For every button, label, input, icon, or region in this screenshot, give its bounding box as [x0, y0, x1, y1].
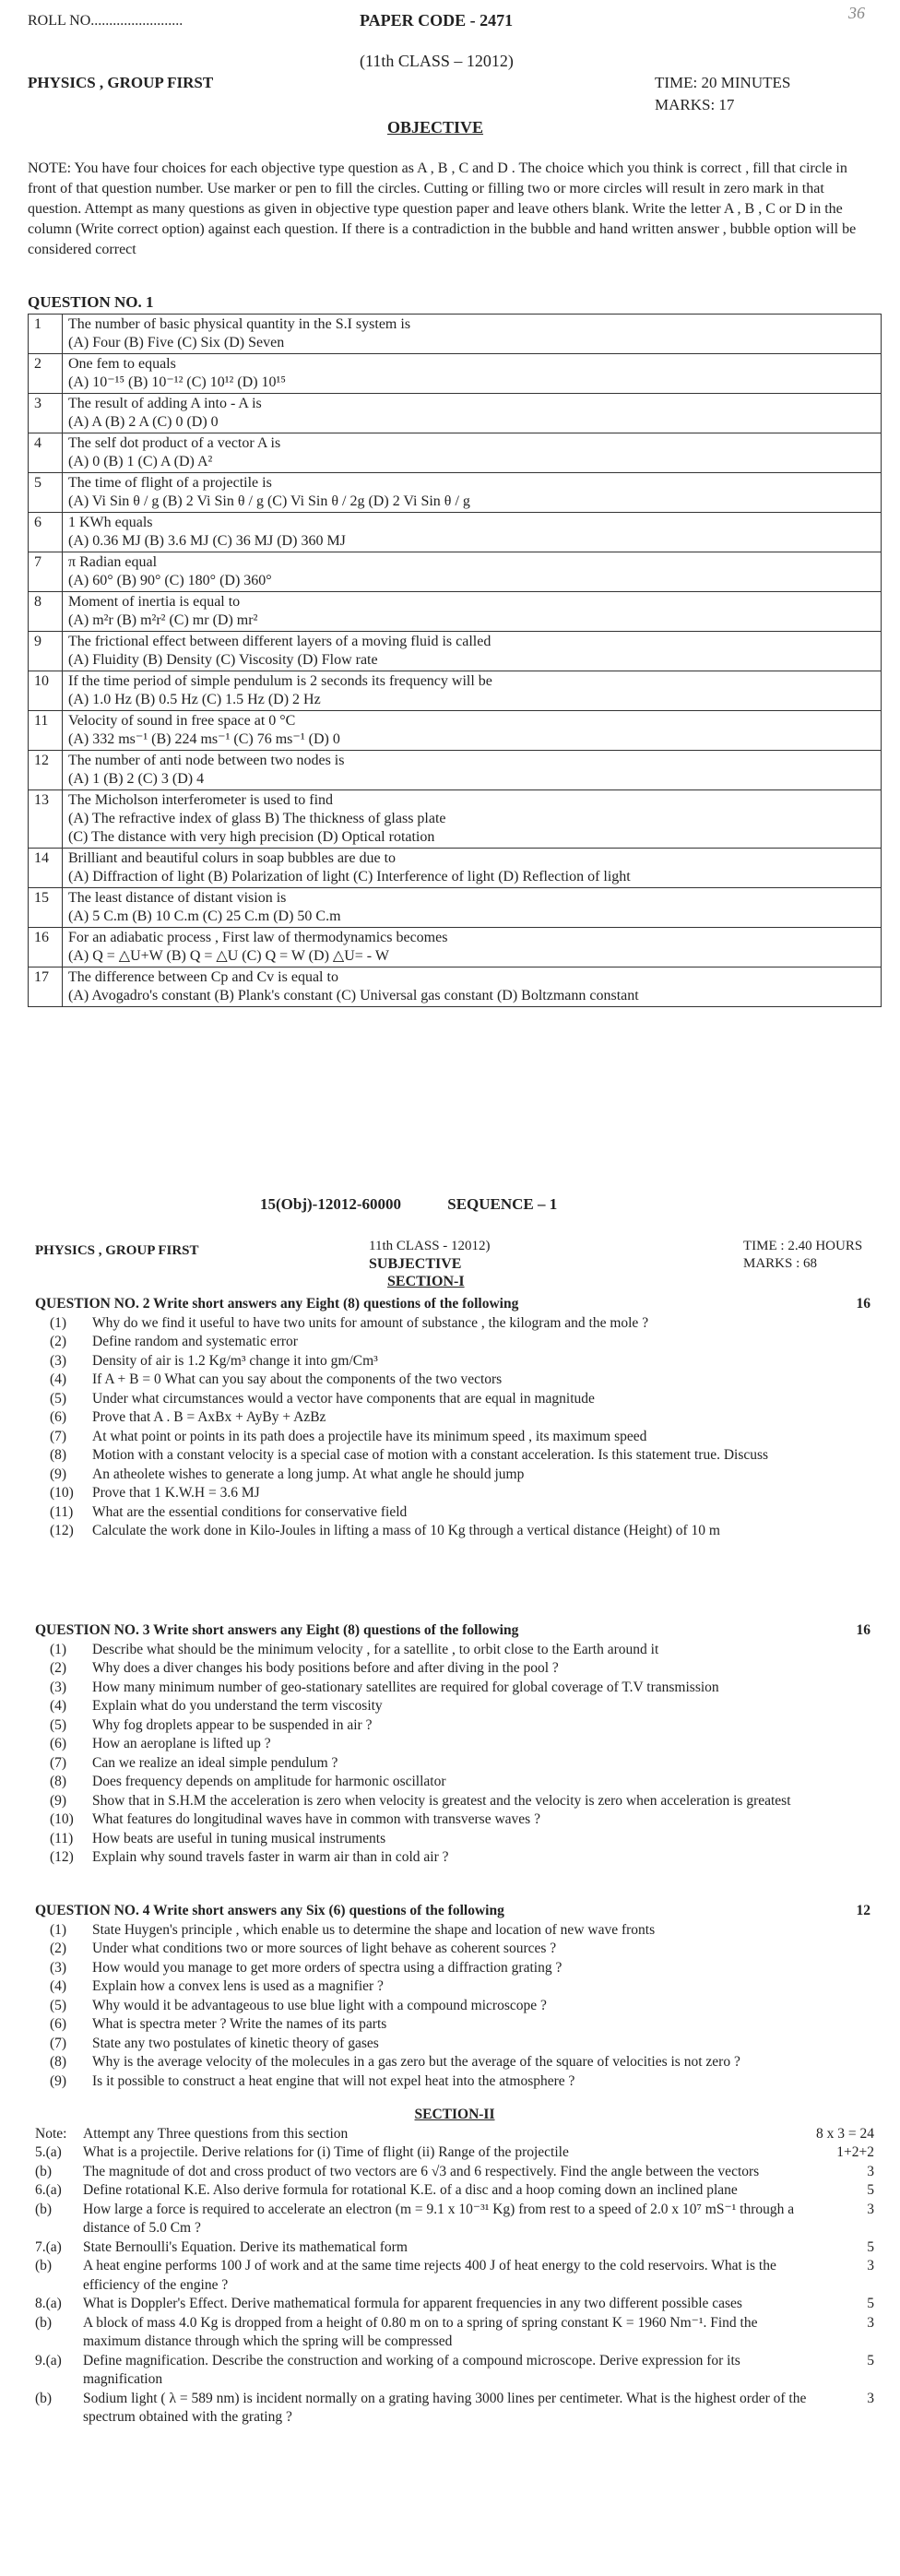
time-label: TIME: 20 MINUTES: [655, 74, 791, 91]
mcq-content: [63, 433, 882, 473]
long-question-text: Define magnification. Describe the construction and working of a compound microscope. Derive expression for its magnification: [83, 2352, 740, 2387]
mcq-content: [63, 354, 882, 394]
mcq-question: Moment of inertia is equal to: [68, 594, 241, 610]
note-text: Attempt any Three questions from this section: [83, 2125, 349, 2142]
long-question-row: [35, 2390, 874, 2428]
mcq-row: [29, 433, 882, 473]
item-number: (4): [50, 1371, 67, 1387]
mcq-content: [63, 849, 882, 888]
item-number: (10): [50, 1811, 74, 1827]
mcq-question: π Radian equal: [68, 554, 158, 570]
question-item: [35, 1352, 874, 1371]
long-question-text: Define rotational K.E. Also derive formula for rotational K.E. of a disc and a hoop coming down an inclined plane: [83, 2182, 738, 2198]
class-label: (11th CLASS – 12012): [360, 52, 514, 70]
mcq-content: [63, 671, 882, 711]
question-item: [35, 1641, 874, 1660]
mcq-row: [29, 394, 882, 433]
mcq-options: (A) Vi Sin θ / g (B) 2 Vi Sin θ / g (C) Vi Sin θ / 2g (D) 2 Vi Sin θ / g: [68, 493, 470, 509]
question-item: [35, 1735, 874, 1754]
long-question-marks: 3: [867, 2314, 874, 2331]
item-number: (1): [50, 1641, 67, 1657]
mcq-number: 2: [29, 354, 63, 394]
mcq-number: 15: [29, 888, 63, 928]
sequence-label: SEQUENCE – 1: [447, 1195, 558, 1213]
question-heading: QUESTION NO. 2 Write short answers any Eight (8) questions of the following 16: [35, 1295, 874, 1314]
mcq-number: 10: [29, 671, 63, 711]
item-text: Under what conditions two or more sources of light behave as coherent sources ?: [92, 1941, 557, 1956]
mcq-options: (A) 332 ms⁻¹ (B) 224 ms⁻¹ (C) 76 ms⁻¹ (D) 0: [68, 731, 340, 747]
question-item: [35, 1408, 874, 1428]
question-item: [35, 1754, 874, 1774]
question-heading: QUESTION NO. 3 Write short answers any Eight (8) questions of the following 16: [35, 1621, 874, 1641]
long-question-number: 9.(a): [35, 2352, 62, 2368]
mcq-question: The least distance of distant vision is: [68, 890, 287, 906]
question-1-label: QUESTION NO. 1: [28, 293, 154, 311]
item-number: (9): [50, 1792, 67, 1809]
long-question-number: 8.(a): [35, 2296, 62, 2311]
long-question-row: [35, 2163, 874, 2182]
subject-label: PHYSICS , GROUP FIRST: [28, 74, 214, 91]
mcq-question: The Micholson interferometer is used to find: [68, 792, 334, 808]
mcq-number: 8: [29, 592, 63, 632]
section-2: [35, 2106, 874, 2428]
mcq-options: (C) The distance with very high precision (D) Optical rotation: [68, 829, 435, 845]
item-text: Why fog droplets appear to be suspended in air ?: [92, 1716, 373, 1733]
item-text: Prove that 1 K.W.H = 3.6 MJ: [92, 1485, 260, 1501]
item-number: (12): [50, 1849, 74, 1865]
item-text: Why would it be advantageous to use blue light with a compound microscope ?: [92, 1997, 547, 2013]
item-text: How many minimum number of geo-stationary satellites are required for global coverage of T.V transmission: [92, 1679, 719, 1695]
roll-number: ROLL NO.........................: [28, 13, 184, 29]
item-number: (4): [50, 1698, 67, 1714]
mcq-options: (A) 60° (B) 90° (C) 180° (D) 360°: [68, 573, 272, 588]
mcq-question: 1 KWh equals: [68, 515, 153, 530]
item-number: (9): [50, 2072, 67, 2089]
item-text: Why is the average velocity of the molecules in a gas zero but the average of the square of velocities is not zero ?: [92, 2054, 740, 2070]
item-text: Can we realize an ideal simple pendulum ?: [92, 1754, 338, 1771]
item-text: What features do longitudinal waves have in common with transverse waves ?: [92, 1811, 540, 1827]
long-question-row: [35, 2295, 874, 2314]
long-question-marks: 3: [867, 2163, 874, 2179]
mcq-options: (A) Diffraction of light (B) Polarization of light (C) Interference of light (D) Reflection of light: [68, 869, 631, 884]
mcq-number: 3: [29, 394, 63, 433]
item-number: (1): [50, 1314, 67, 1331]
item-number: (3): [50, 1679, 67, 1695]
item-text: Explain how a convex lens is used as a magnifier ?: [92, 1978, 384, 1994]
mcq-options: (A) m²r (B) m²r² (C) mr (D) mr²: [68, 612, 258, 628]
question-item: [35, 1333, 874, 1352]
long-question-marks: 5: [867, 2182, 874, 2198]
item-number: (5): [50, 1997, 67, 2013]
question-2: [35, 1295, 874, 1541]
item-text: How beats are useful in tuning musical instruments: [92, 1830, 386, 1846]
mcq-question: The number of basic physical quantity in the S.I system is: [68, 316, 411, 332]
item-text: At what point or points in its path does a projectile have its minimum speed , its maximum speed: [92, 1428, 647, 1444]
mcq-content: [63, 632, 882, 671]
question-item: [35, 1390, 874, 1409]
long-question-number: 6.(a): [35, 2182, 62, 2198]
long-question-row: [35, 2181, 874, 2201]
mcq-options: (A) Avogadro's constant (B) Plank's constant (C) Universal gas constant (D) Boltzmann constant: [68, 988, 639, 1003]
mcq-options: (A) 10⁻¹⁵ (B) 10⁻¹² (C) 10¹² (D) 10¹⁵: [68, 374, 286, 390]
long-question-number: 7.(a): [35, 2238, 62, 2255]
mcq-number: 11: [29, 711, 63, 751]
item-number: (2): [50, 1334, 67, 1349]
item-text: Explain what do you understand the term viscosity: [92, 1698, 383, 1714]
long-question-text: What is a projectile. Derive relations for (i) Time of flight (ii) Range of the projectile: [83, 2144, 569, 2160]
item-text: Does frequency depends on amplitude for harmonic oscillator: [92, 1774, 446, 1789]
question-item: [35, 1959, 874, 1978]
mcq-options: (A) Four (B) Five (C) Six (D) Seven: [68, 335, 285, 350]
question-item: [35, 2072, 874, 2092]
mcq-question: One fem to equals: [68, 356, 176, 372]
mcq-row: [29, 592, 882, 632]
question-item: [35, 1679, 874, 1698]
long-question-marks: 3: [867, 2201, 874, 2217]
long-question-marks: 5: [867, 2352, 874, 2368]
mcq-row: [29, 711, 882, 751]
mcq-question: The frictional effect between different layers of a moving fluid is called: [68, 634, 491, 649]
question-item: [35, 1830, 874, 1849]
question-item: [35, 1716, 874, 1736]
mcq-content: [63, 473, 882, 513]
long-question-row: [35, 2257, 874, 2295]
mcq-row: [29, 354, 882, 394]
section-2-title: SECTION-II: [414, 2107, 495, 2122]
item-number: (8): [50, 1447, 67, 1463]
item-text: What is spectra meter ? Write the names of its parts: [92, 2016, 387, 2032]
mcq-row: [29, 790, 882, 849]
mcq-question: The self dot product of a vector A is: [68, 435, 281, 451]
question-4: [35, 1902, 874, 2091]
item-number: (7): [50, 1754, 67, 1771]
instructions-note: NOTE: You have four choices for each objective type question as A , B , C and D . The choice which you think is correct , fill that circle in front of that question number. Use marker or pen to fill the circles. Cutting or filling two or more circles will result in zero mark in that question. Attempt as many questions as given in objective type question paper and leave others blank. Write the letter A , B , C or D in the column (Write correct option) against each question. If there is a contradiction in the bubble and hand written answer , bubble option will be considered correct: [28, 160, 857, 257]
question-item: [35, 1371, 874, 1390]
subjective-title: SUBJECTIVE: [369, 1256, 462, 1272]
question-item: [35, 1484, 874, 1503]
question-item: [35, 1773, 874, 1792]
item-number: (4): [50, 1978, 67, 1994]
question-item: [35, 1659, 874, 1679]
long-question-number: (b): [35, 2258, 53, 2273]
long-question-text: A heat engine performs 100 J of work and at the same time rejects 400 J of heat energy to the cold reservoirs. What is the efficiency of the engine ?: [83, 2258, 776, 2293]
question-item: [35, 1810, 874, 1830]
mcq-content: [63, 928, 882, 967]
item-number: (6): [50, 2016, 67, 2032]
section-1-title: SECTION-I: [387, 1274, 465, 1289]
mcq-question: The time of flight of a projectile is: [68, 475, 272, 491]
item-text: Describe what should be the minimum velocity , for a satellite , to orbit close to the Earth around it: [92, 1641, 659, 1657]
question-item: [35, 1522, 874, 1541]
long-question-row: [35, 2238, 874, 2258]
item-text: Define random and systematic error: [92, 1334, 298, 1349]
mcq-question: The number of anti node between two nodes is: [68, 753, 345, 768]
mcq-number: 7: [29, 552, 63, 592]
mcq-content: [63, 888, 882, 928]
item-text: Under what circumstances would a vector have components that are equal in magnitude: [92, 1390, 595, 1407]
mcq-question: Brilliant and beautiful colurs in soap bubbles are due to: [68, 850, 397, 866]
mcq-options: (A) A (B) 2 A (C) 0 (D) 0: [68, 414, 219, 430]
question-item: [35, 1446, 874, 1466]
mcq-options: (A) 1.0 Hz (B) 0.5 Hz (C) 1.5 Hz (D) 2 Hz: [68, 692, 321, 707]
subjective-marks: MARKS : 68: [743, 1256, 818, 1271]
long-question-text: How large a force is required to accelerate an electron (m = 9.1 x 10⁻³¹ Kg) from rest to a speed of 2.0 x 10⁷ mS⁻¹ through a distance of 5.0 Cm ?: [83, 2201, 795, 2236]
note-label: Note:: [35, 2125, 67, 2142]
question-item: [35, 2015, 874, 2035]
mcq-row: [29, 552, 882, 592]
item-text: Motion with a constant velocity is a special case of motion with a constant acceleration. Is this statement true. Discuss: [92, 1447, 769, 1463]
mcq-row: [29, 671, 882, 711]
mcq-options: (A) 5 C.m (B) 10 C.m (C) 25 C.m (D) 50 C.m: [68, 908, 341, 924]
note-marks: 8 x 3 = 24: [816, 2125, 874, 2142]
long-question-marks: 3: [867, 2390, 874, 2406]
mcq-number: 12: [29, 751, 63, 790]
long-question-number: (b): [35, 2163, 53, 2179]
long-question-marks: 1+2+2: [836, 2144, 874, 2160]
item-number: (7): [50, 1428, 67, 1444]
mcq-number: 9: [29, 632, 63, 671]
item-text: State any two postulates of kinetic theory of gases: [92, 2035, 379, 2051]
mcq-row: [29, 473, 882, 513]
long-question-marks: 5: [867, 2238, 874, 2255]
item-number: (11): [50, 1830, 74, 1846]
mcq-content: [63, 751, 882, 790]
mcq-row: [29, 632, 882, 671]
item-text: State Huygen's principle , which enable us to determine the shape and location of new wave fronts: [92, 1921, 656, 1938]
mcq-content: [63, 394, 882, 433]
paper-code: PAPER CODE - 2471: [360, 11, 514, 30]
long-question-row: [35, 2143, 874, 2163]
mcq-row: [29, 315, 882, 354]
item-number: (11): [50, 1503, 74, 1520]
item-number: (9): [50, 1466, 67, 1482]
question-item: [35, 1697, 874, 1716]
mcq-number: 17: [29, 967, 63, 1007]
long-question-number: (b): [35, 2201, 53, 2217]
subjective-time: TIME : 2.40 HOURS: [743, 1239, 863, 1253]
question-item: [35, 1977, 874, 1997]
item-number: (6): [50, 1736, 67, 1751]
item-text: How an aeroplane is lifted up ?: [92, 1736, 271, 1751]
item-text: An atheolete wishes to generate a long jump. At what angle he should jump: [92, 1466, 525, 1482]
item-text: Explain why sound travels faster in warm air than in cold air ?: [92, 1849, 449, 1865]
item-text: Why do we find it useful to have two units for amount of substance , the kilogram and the mole ?: [92, 1314, 649, 1331]
item-number: (5): [50, 1716, 67, 1733]
objective-title: OBJECTIVE: [387, 118, 484, 137]
long-question-row: [35, 2352, 874, 2390]
marks-label: MARKS: 17: [655, 96, 735, 113]
long-question-text: A block of mass 4.0 Kg is dropped from a height of 0.80 m on to a spring of spring constant K = 1960 Nm⁻¹. Find the maximum distance through which the spring will be compressed: [83, 2314, 758, 2349]
long-question-text: Sodium light ( λ = 589 nm) is incident normally on a grating having 3000 lines per centimeter. What is the highest order of the spectrum obtained with the grating ?: [83, 2390, 807, 2425]
item-number: (8): [50, 1774, 67, 1789]
section-2-note: [35, 2125, 874, 2144]
item-number: (7): [50, 2035, 67, 2051]
item-text: Show that in S.H.M the acceleration is zero when velocity is greatest and the velocity is zero when acceleration is greatest: [92, 1792, 791, 1809]
mcq-options: (A) 0.36 MJ (B) 3.6 MJ (C) 36 MJ (D) 360 MJ: [68, 533, 346, 549]
item-number: (12): [50, 1523, 74, 1538]
mcq-row: [29, 513, 882, 552]
mcq-options: (A) Fluidity (B) Density (C) Viscosity (D) Flow rate: [68, 652, 378, 668]
sequence-line: [260, 1195, 599, 1214]
item-text: What are the essential conditions for conservative field: [92, 1503, 408, 1520]
mcq-number: 14: [29, 849, 63, 888]
item-text: How would you manage to get more orders of spectra using a diffraction grating ?: [92, 1959, 562, 1976]
long-question-marks: 3: [867, 2258, 874, 2273]
item-number: (8): [50, 2054, 67, 2070]
mcq-content: [63, 790, 882, 849]
mcq-number: 13: [29, 790, 63, 849]
question-item: [35, 1466, 874, 1485]
question-item: [35, 1997, 874, 2016]
question-heading: QUESTION NO. 4 Write short answers any Six (6) questions of the following 12: [35, 1902, 874, 1921]
item-number: (6): [50, 1409, 67, 1425]
mcq-question: The difference between Cp and Cv is equal to: [68, 969, 338, 985]
sequence-code: 15(Obj)-12012-60000: [260, 1195, 401, 1213]
item-number: (2): [50, 1941, 67, 1956]
long-question-row: [35, 2314, 874, 2352]
page-number: 36: [848, 4, 865, 22]
mcq-row: [29, 751, 882, 790]
item-text: Why does a diver changes his body positions before and after diving in the pool ?: [92, 1660, 559, 1676]
mcq-row: [29, 888, 882, 928]
mcq-number: 1: [29, 315, 63, 354]
question-marks: 16: [856, 1622, 870, 1638]
mcq-content: [63, 711, 882, 751]
mcq-table: [28, 314, 882, 1007]
item-number: (3): [50, 1959, 67, 1976]
item-number: (3): [50, 1352, 67, 1369]
mcq-content: [63, 592, 882, 632]
item-number: (5): [50, 1390, 67, 1407]
mcq-number: 6: [29, 513, 63, 552]
question-item: [35, 1848, 874, 1868]
mcq-content: [63, 315, 882, 354]
subjective-subject: PHYSICS , GROUP FIRST: [35, 1243, 199, 1258]
long-question-number: (b): [35, 2314, 53, 2331]
mcq-options: (A) The refractive index of glass B) The thickness of glass plate: [68, 811, 446, 826]
mcq-row: [29, 928, 882, 967]
mcq-number: 5: [29, 473, 63, 513]
mcq-question: For an adiabatic process , First law of thermodynamics becomes: [68, 930, 448, 945]
mcq-row: [29, 849, 882, 888]
mcq-question: If the time period of simple pendulum is 2 seconds its frequency will be: [68, 673, 492, 689]
item-text: If A + B = 0 What can you say about the components of the two vectors: [92, 1371, 503, 1387]
item-number: (1): [50, 1921, 67, 1938]
long-question-marks: 5: [867, 2296, 874, 2311]
mcq-options: (A) 1 (B) 2 (C) 3 (D) 4: [68, 771, 205, 787]
mcq-content: [63, 967, 882, 1007]
question-3: [35, 1621, 874, 1868]
question-marks: 16: [856, 1296, 870, 1312]
question-item: [35, 1314, 874, 1334]
question-item: [35, 2035, 874, 2054]
question-item: [35, 1921, 874, 1941]
long-question-text: State Bernoulli's Equation. Derive its mathematical form: [83, 2238, 408, 2255]
mcq-row: [29, 967, 882, 1007]
mcq-content: [63, 552, 882, 592]
item-text: Is it possible to construct a heat engine that will not expel heat into the atmosphere ?: [92, 2072, 575, 2089]
question-marks: 12: [856, 1903, 870, 1918]
long-question-text: What is Doppler's Effect. Derive mathematical formula for apparent frequencies in any two different possible cases: [83, 2296, 742, 2311]
long-question-number: 5.(a): [35, 2144, 62, 2160]
mcq-question: The result of adding A into - A is: [68, 396, 262, 411]
mcq-number: 4: [29, 433, 63, 473]
item-text: Calculate the work done in Kilo-Joules in lifting a mass of 10 Kg through a vertical distance (Height) of 10 m: [92, 1523, 720, 1538]
question-item: [35, 1792, 874, 1811]
long-question-text: The magnitude of dot and cross product of two vectors are 6 √3 and 6 respectively. Find the angle between the vectors: [83, 2163, 760, 2179]
subjective-class: 11th CLASS - 12012): [369, 1239, 491, 1253]
question-item: [35, 1940, 874, 1959]
long-question-number: (b): [35, 2390, 53, 2406]
question-item: [35, 1428, 874, 1447]
mcq-number: 16: [29, 928, 63, 967]
mcq-question: Velocity of sound in free space at 0 °C: [68, 713, 296, 729]
item-number: (2): [50, 1660, 67, 1676]
question-item: [35, 2053, 874, 2072]
item-text: Density of air is 1.2 Kg/m³ change it into gm/Cm³: [92, 1352, 378, 1369]
question-item: [35, 1503, 874, 1523]
item-text: Prove that A . B = AxBx + AyBy + AzBz: [92, 1409, 326, 1425]
long-question-row: [35, 2201, 874, 2238]
mcq-options: (A) 0 (B) 1 (C) A (D) A²: [68, 454, 213, 469]
mcq-content: [63, 513, 882, 552]
mcq-options: (A) Q = △U+W (B) Q = △U (C) Q = W (D) △U= - W: [68, 948, 389, 964]
item-number: (10): [50, 1485, 74, 1501]
